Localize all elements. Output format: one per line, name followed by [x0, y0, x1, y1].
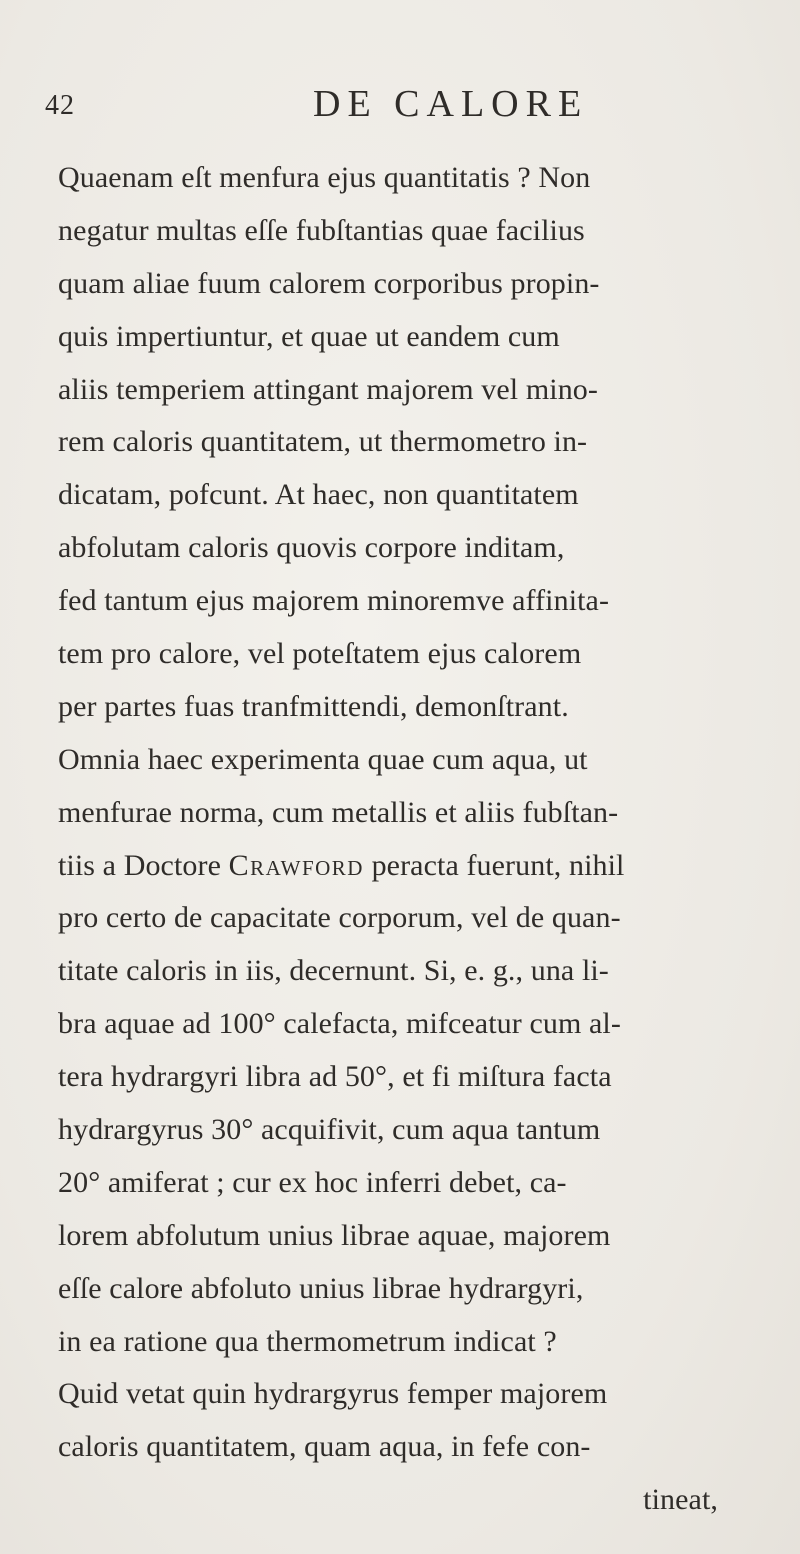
text-line: rem caloris quantitatem, ut thermometro in-	[58, 425, 588, 459]
text-line: lorem abfolutum unius librae aquae, majorem	[58, 1218, 611, 1252]
catchword: tineat,	[643, 1483, 718, 1517]
text-line: tera hydrargyri libra ad 50°, et fi miſtura facta	[58, 1060, 612, 1094]
text-line: tem pro calore, vel poteſtatem ejus calorem	[58, 637, 582, 671]
text-line-with-name	[58, 840, 778, 893]
text-line: in ea ratione qua thermometrum indicat ?	[58, 1324, 557, 1358]
page-header	[45, 82, 745, 132]
text-line: aliis temperiem attingant majorem vel mino-	[58, 372, 598, 406]
text-line: Omnia haec experimenta quae cum aqua, ut	[58, 742, 588, 776]
text-line: Quid vetat quin hydrargyrus femper majorem	[58, 1377, 608, 1411]
text-line: menfurae norma, cum metallis et aliis fubſtan-	[58, 795, 619, 829]
text-segment: tiis a Doctore	[58, 848, 229, 882]
text-line: negatur multas eſſe fubſtantias quae facilius	[58, 213, 585, 247]
text-line: hydrargyrus 30° acquifivit, cum aqua tantum	[58, 1113, 601, 1147]
text-line: 20° amiferat ; cur ex hoc inferri debet, ca-	[58, 1165, 567, 1199]
text-line: bra aquae ad 100° calefacta, mifceatur cum al-	[58, 1007, 621, 1041]
author-name: Crawford	[228, 848, 364, 882]
text-line: per partes fuas tranfmittendi, demonſtrant.	[58, 689, 569, 723]
text-line: quam aliae fuum calorem corporibus propin-	[58, 266, 600, 300]
text-segment: peracta fuerunt, nihil	[363, 848, 625, 882]
text-line: caloris quantitatem, quam aqua, in fefe con-	[58, 1430, 591, 1464]
text-line: titate caloris in iis, decernunt. Si, e. g., una li-	[58, 954, 609, 988]
text-line: quis impertiuntur, et quae ut eandem cum	[58, 319, 560, 353]
text-line: abfolutam caloris quovis corpore inditam,	[58, 531, 565, 565]
running-title: DE CALORE	[313, 83, 589, 125]
page-number: 42	[45, 90, 75, 121]
text-line: fed tantum ejus majorem minoremve affinita-	[58, 584, 610, 618]
text-line: pro certo de capacitate corporum, vel de quan-	[58, 901, 621, 935]
text-line: dicatam, pofcunt. At haec, non quantitatem	[58, 478, 579, 512]
body-text	[58, 152, 778, 1527]
text-line: eſſe calore abfoluto unius librae hydrargyri,	[58, 1271, 584, 1305]
text-line: Quaenam eſt menfura ejus quantitatis ? Non	[58, 161, 591, 194]
